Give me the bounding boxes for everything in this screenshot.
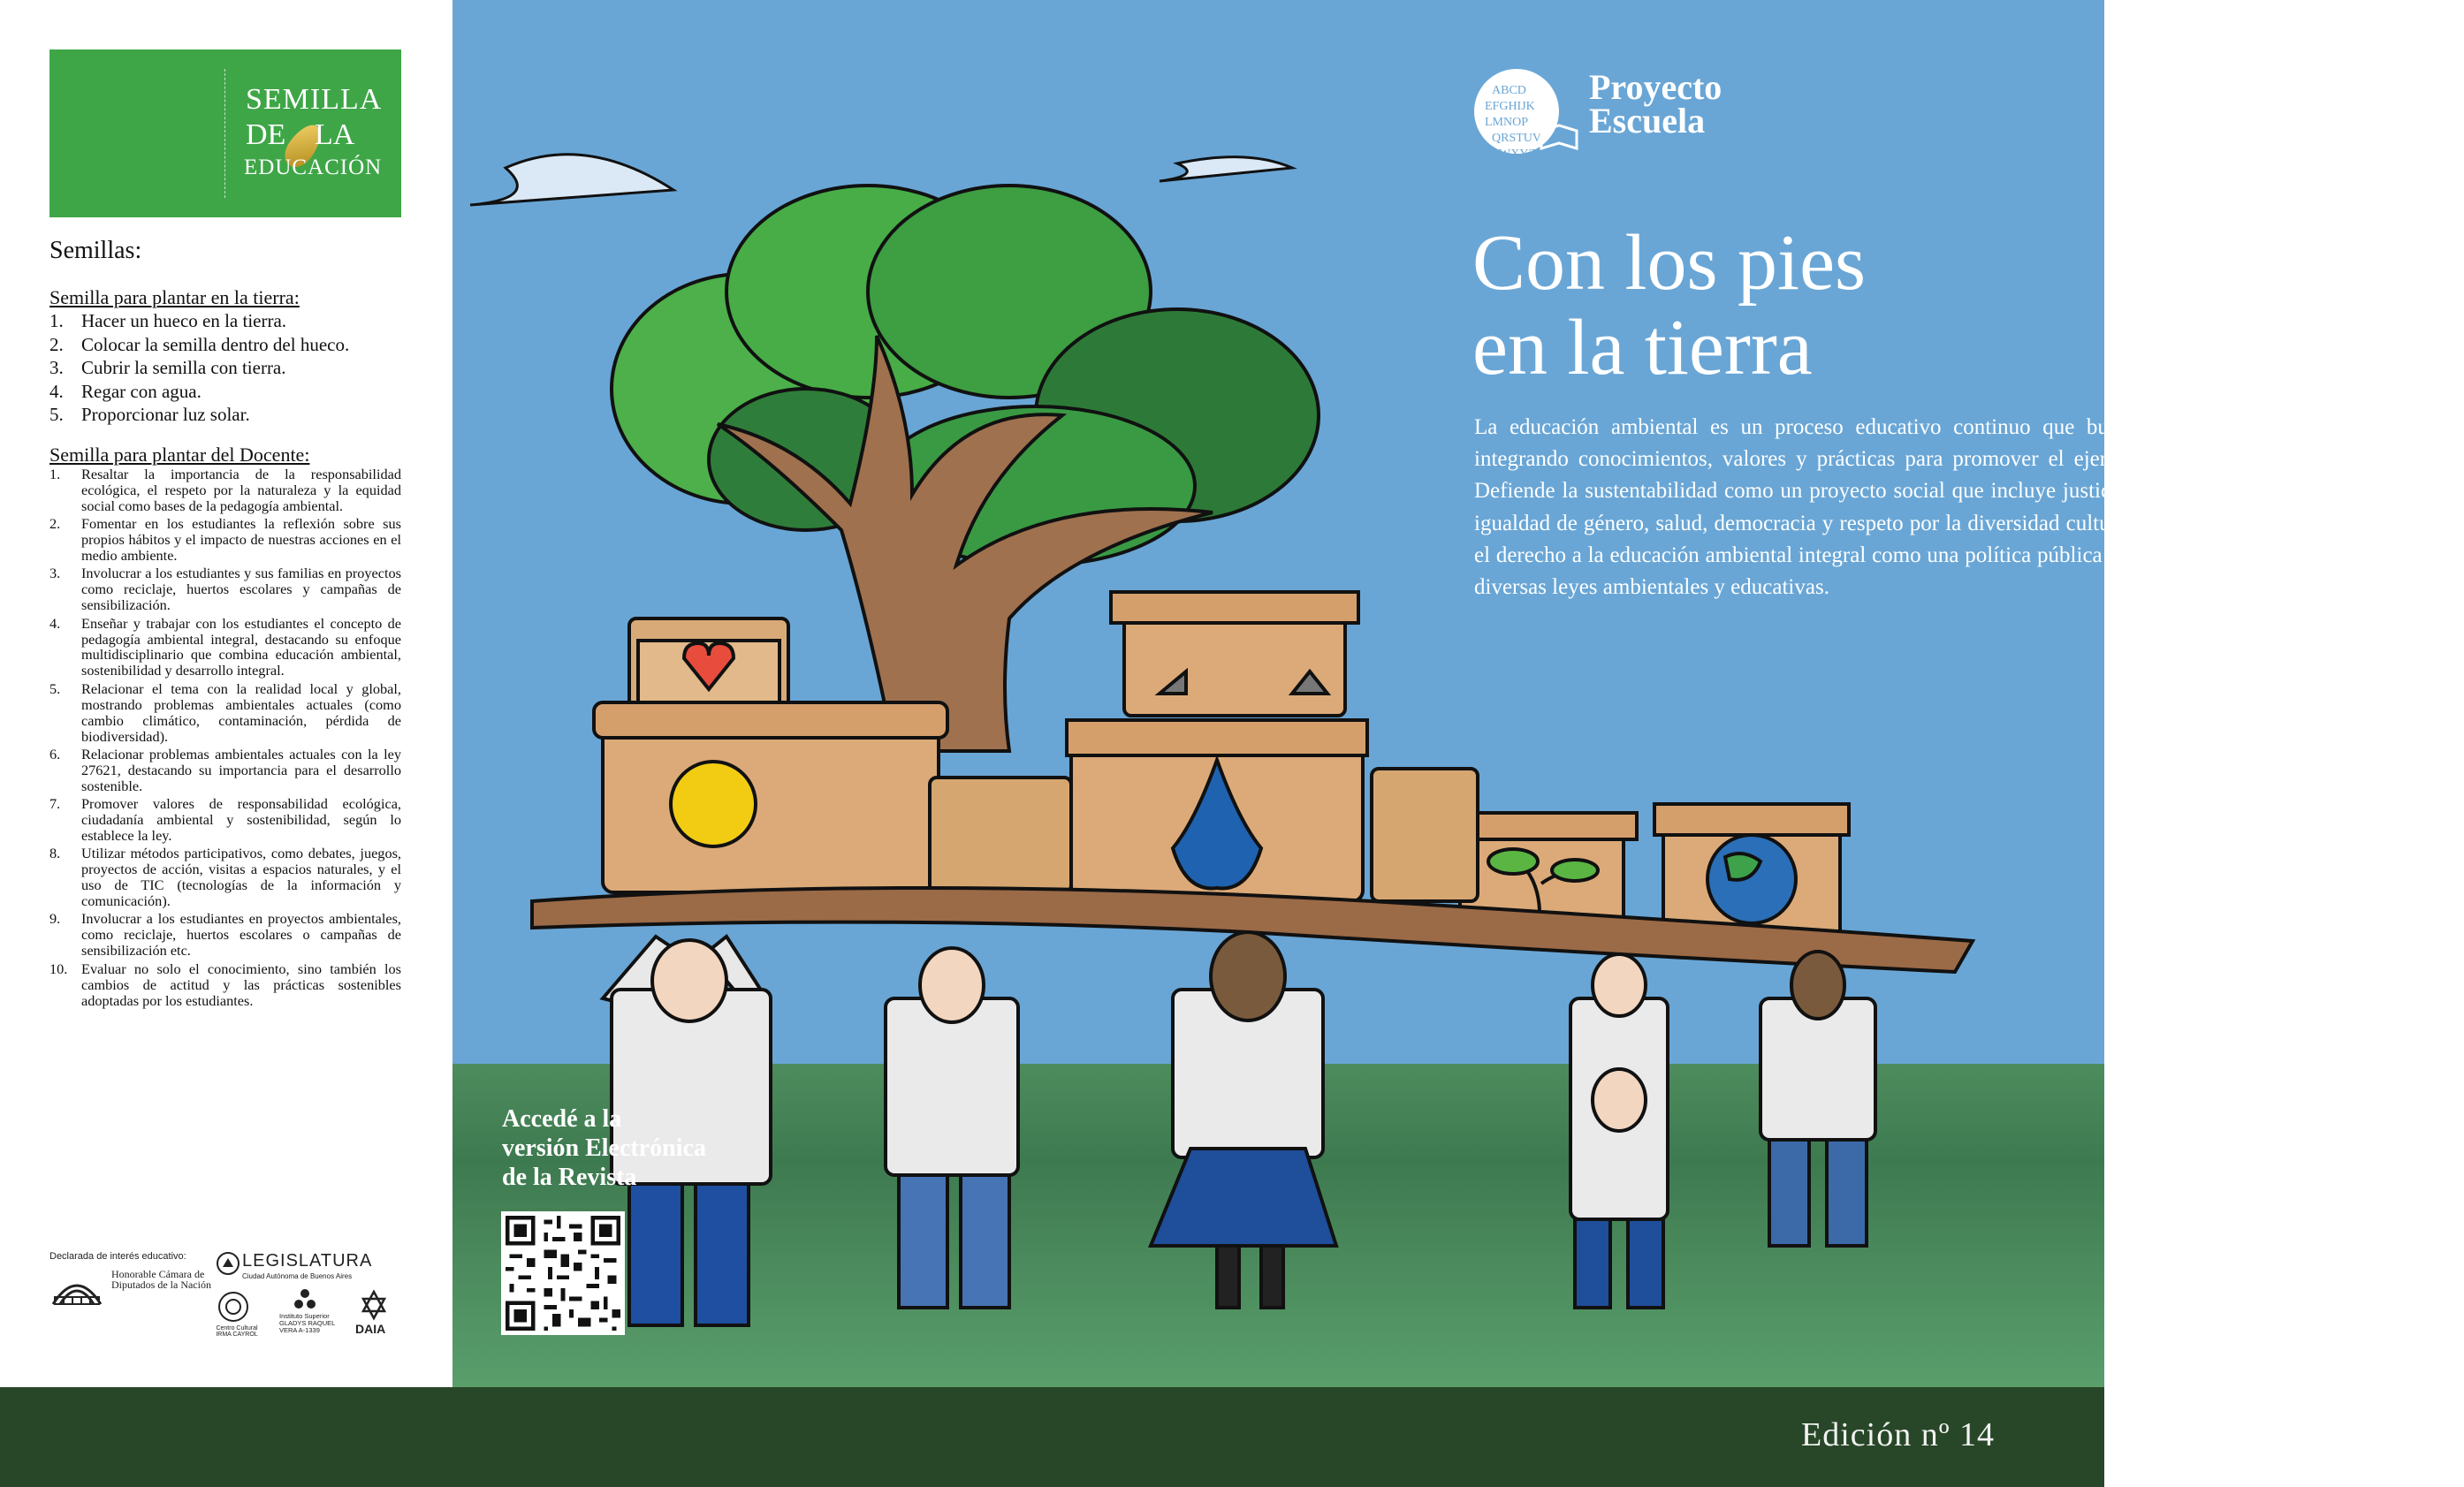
planting-steps-list [49,309,403,427]
list-item: 2. Fomentar en los estudiantes la reflexión sobre sus propios hábitos y el impacto de nuestras acciones en el medio ambiente. [49,515,401,565]
semillas-heading: Semillas: [49,237,142,264]
legislatura-sublabel: Ciudad Autónoma de Buenos Aires [242,1272,353,1280]
camara-diputados-icon [49,1271,104,1306]
footer-bar [0,1387,2104,1487]
title-line-1: Con los pies [1472,219,1867,307]
semilla-logo [49,49,401,217]
list-item: 1. Hacer un hueco en la tierra. [49,310,287,331]
access-line-3: de la Revista [502,1164,637,1191]
list-item: 2. Colocar la semilla dentro del hueco. [49,333,350,355]
svg-text:LMNOP: LMNOP [1485,116,1529,129]
logo-word-2b: LA [315,118,355,151]
daia-label: DAIA [355,1322,386,1336]
list-item: 4. Regar con agua. [49,380,202,402]
list-item: 7. Promover valores de responsabilidad ecológica, ciudadanía ambiental y sostenibilidad, según lo establece la ley. [49,795,401,844]
list-item: 3. Cubrir la semilla con tierra. [49,357,286,378]
centro-cultural-icon [216,1290,251,1324]
edition-label: Edición nº 14 [1801,1416,1995,1453]
legislatura-icon [216,1251,240,1276]
centro-cultural-label: Centro Cultural IRMA CAYROL [216,1325,258,1338]
section2-title: Semilla para plantar del Docente: [49,444,310,466]
proyecto-escuela-logo-icon [1472,49,1578,173]
camara-diputados-label: Honorable Cámara de Diputados de la Nación [111,1268,211,1291]
teacher-steps-list [49,467,401,1011]
list-item: 9. Involucrar a los estudiantes en proyectos ambientales, como reciclaje, huertos escolares o campañas de sensibilización etc. [49,910,401,960]
list-item: 8. Utilizar métodos participativos, como debates, juegos, proyectos de acción, visitas a espacios naturales, y el uso de TIC (tecnologías de la información y comunicación). [49,845,401,910]
logo-divider [224,69,226,198]
list-item: 5. Relacionar el tema con la realidad local y global, mostrando problemas ambientales actuales (como cambio climático, contaminación, pérdida de biodiversidad). [49,679,401,745]
page-title [1472,221,1866,391]
title-line-2: en la tierra [1472,304,1813,391]
pot-sun [594,702,947,892]
list-item: 5. Proporcionar luz solar. [49,404,250,425]
pot-water [1067,720,1367,901]
pot-heart [629,618,788,707]
cloud-left [470,155,673,205]
instituto-icon [292,1286,318,1313]
declared-interest-label: Declarada de interés educativo: [49,1251,186,1262]
section1-title: Semilla para plantar en la tierra: [49,286,300,308]
description-paragraph: La educación ambiental es un proceso educativo continuo que busca formar una conciencia ambiental, integrando conocimientos, valores y prácticas para promover el ejercicio del derecho a un ambiente sano. Defiende la sustentabilidad como un proyecto social que incluye justicia social, preservación de la naturaleza, igualdad de género, salud, democracia y respeto por la diversidad cultural. Además, la Ley N°27.621 establece el derecho a la educación ambiental integral como una política pública nacional, alineada con la Constitución y diversas leyes ambientales y educativas. [1474,415,2464,600]
svg-text:ABCD: ABCD [1492,84,1526,97]
access-line-2: versión Electrónica [502,1134,706,1162]
qr-code[interactable] [501,1211,625,1335]
person-4 [1570,954,1668,1308]
pot-scale [1111,592,1358,716]
logo-word-3: EDUCACIÓN [244,156,383,179]
list-item: 3. Involucrar a los estudiantes y sus familias en proyectos como reciclaje, huertos escolares y campañas de sensibilización. [49,565,401,614]
list-item: 1. Resaltar la importancia de la responsabilidad ecológica, el respeto por la naturaleza y la equidad social como bases de la pedagogía ambiental. [49,466,401,514]
svg-text:EFGHIJK: EFGHIJK [1485,100,1535,113]
brand-line-2: Escuela [1589,101,1706,140]
person-5 [1761,952,1875,1246]
access-callout [502,1104,767,1192]
svg-text:QRSTUV: QRSTUV [1492,132,1542,145]
access-line-1: Accedé a la [502,1105,622,1133]
brand-line-1: Proyecto [1589,67,1723,107]
list-item: 6. Relacionar problemas ambientales actuales con la ley 27621, destacando su importancia para el desarrollo sostenible. [49,745,401,794]
brand-name [1589,67,1723,140]
star-of-david-icon [361,1290,387,1320]
person-3 [1151,932,1336,1308]
logo-word-2a: DE [246,118,286,151]
list-item: 10. Evaluar no solo el conocimiento, sino también los cambios de actitud y las prácticas sostenibles adoptadas por los estudiantes. [49,960,401,1009]
svg-text:WXYZ: WXYZ [1499,148,1536,161]
left-sidebar [0,0,452,1387]
instituto-label: Instituto Superior GLADYS RAQUEL VERA A-1339 [279,1312,336,1334]
list-item: 4. Enseñar y trabajar con los estudiantes el concepto de pedagogía ambiental integral, destacando su enfoque multidisciplinario que combina educación ambiental, sostenibilidad y desarrollo integral. [49,614,401,679]
legislatura-label: LEGISLATURA [242,1251,373,1271]
cloud-right [1160,157,1292,181]
person-2 [886,948,1018,1308]
logo-word-1: SEMILLA [246,83,383,116]
